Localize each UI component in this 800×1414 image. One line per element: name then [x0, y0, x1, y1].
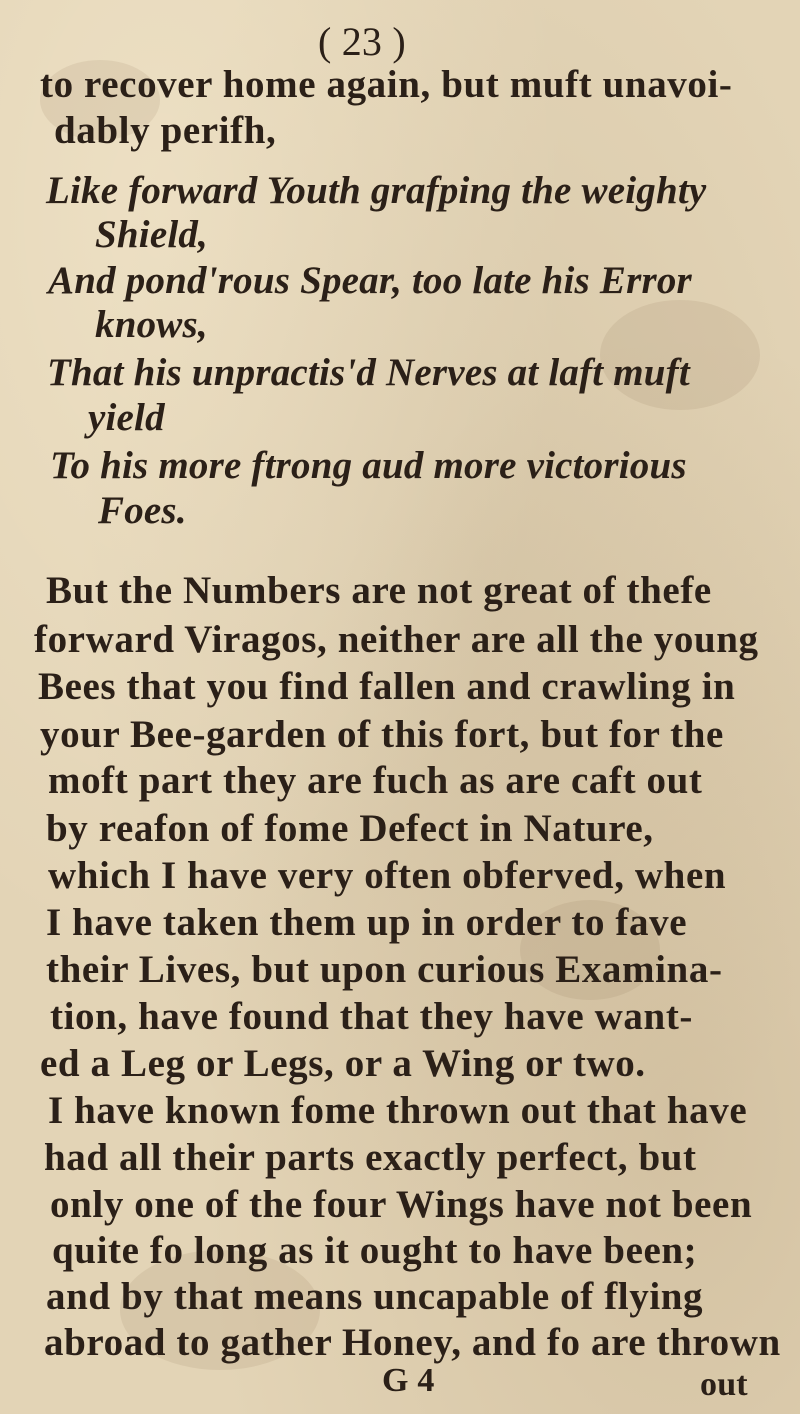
- verse-line: And pond'rous Spear, too late his Error: [48, 259, 692, 302]
- verse-line: That his unpractis'd Nerves at laft muft: [47, 351, 690, 394]
- catchword: out: [700, 1366, 748, 1403]
- body-line: their Lives, but upon curious Examina-: [46, 948, 723, 991]
- body-line: quite fo long as it ought to have been;: [52, 1229, 698, 1272]
- body-line: only one of the four Wings have not been: [50, 1183, 753, 1226]
- verse-line: Shield,: [95, 213, 209, 256]
- body-line: moft part they are fuch as are caft out: [48, 759, 703, 802]
- body-line: forward Viragos, neither are all the young: [34, 618, 759, 661]
- body-line: by reafon of fome Defect in Nature,: [46, 807, 654, 850]
- intro-line: to recover home again, but muft unavoi-: [40, 63, 733, 106]
- body-line: ed a Leg or Legs, or a Wing or two.: [40, 1042, 646, 1085]
- body-line: your Bee-garden of this fort, but for the: [40, 713, 724, 756]
- body-line: abroad to gather Honey, and fo are thrown: [44, 1321, 781, 1364]
- verse-line: yield: [88, 396, 165, 439]
- verse-line: Foes.: [98, 489, 187, 532]
- page-number: ( 23 ): [318, 19, 406, 64]
- verse-line: Like forward Youth grafping the weighty: [46, 169, 707, 212]
- intro-line: dably perifh,: [54, 109, 277, 152]
- body-line: had all their parts exactly perfect, but: [44, 1136, 697, 1179]
- body-line: tion, have found that they have want-: [50, 995, 694, 1038]
- body-line: I have known fome thrown out that have: [48, 1089, 748, 1132]
- body-line: and by that means uncapable of flying: [46, 1275, 704, 1318]
- body-line: Bees that you find fallen and crawling in: [38, 665, 736, 708]
- body-line: But the Numbers are not great of thefe: [46, 569, 712, 612]
- signature-mark: G 4: [382, 1362, 435, 1399]
- body-line: I have taken them up in order to fave: [46, 901, 688, 944]
- body-line: which I have very often obferved, when: [48, 854, 727, 897]
- verse-line: To his more ftrong aud more victorious: [50, 444, 687, 487]
- verse-line: knows,: [95, 303, 208, 346]
